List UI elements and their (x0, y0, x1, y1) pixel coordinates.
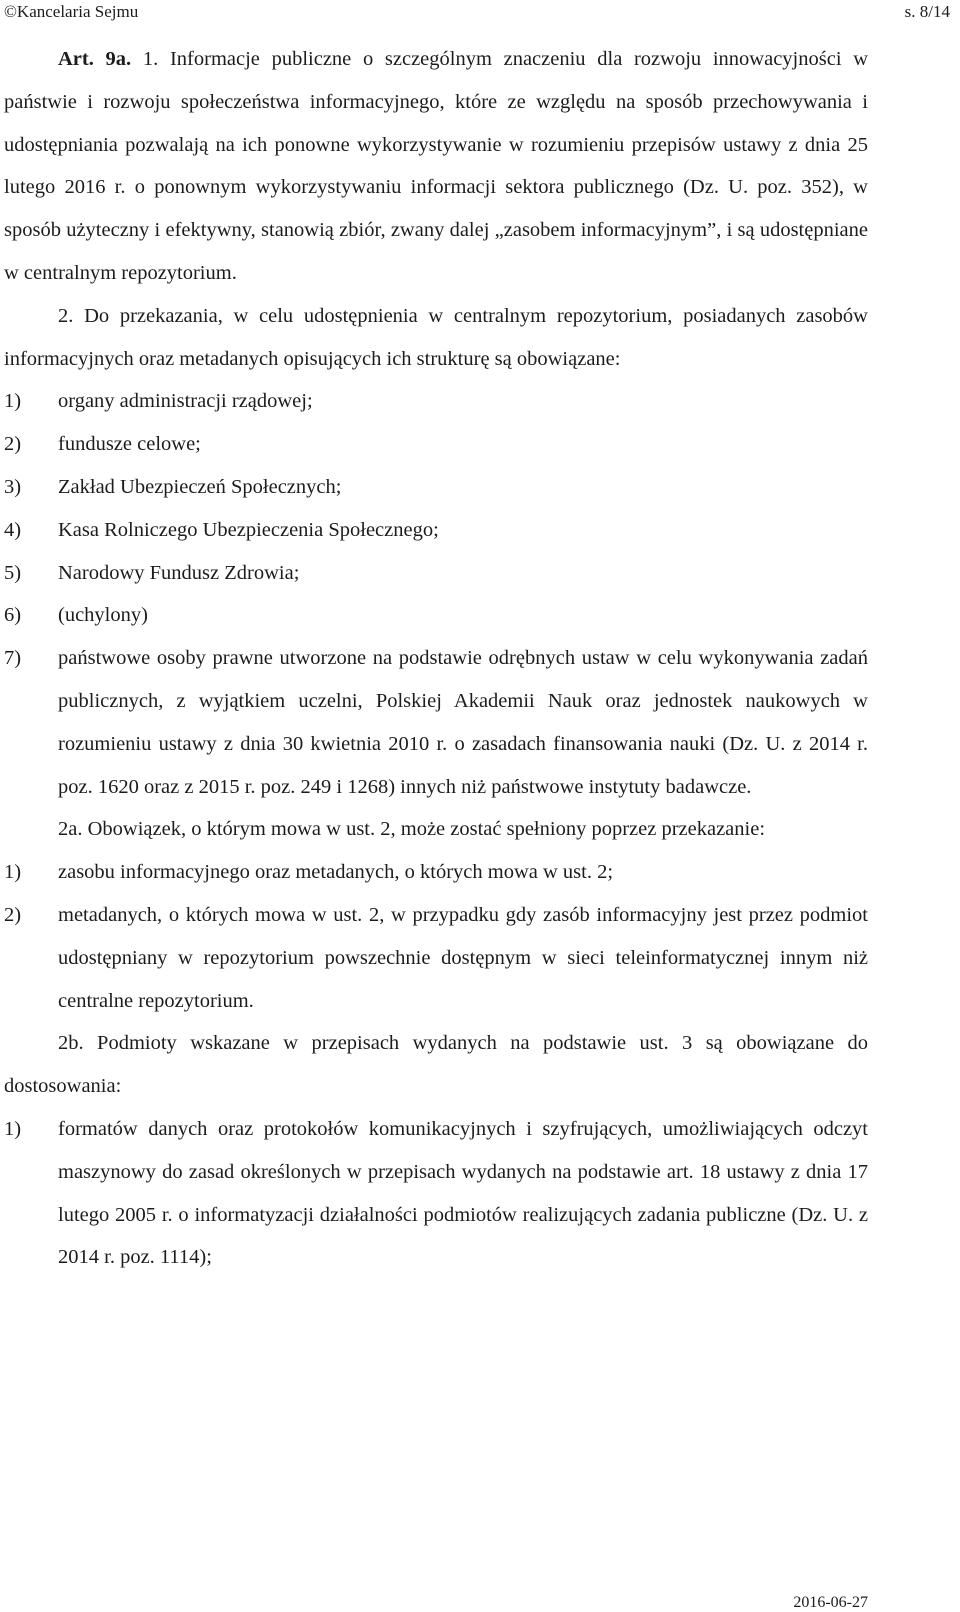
item-text: organy administracji rządowej; (58, 390, 313, 413)
item-text: państwowe osoby prawne utworzone na podstawie odrębnych ustaw w celu wykonywania zadań publicznych, z wyjątkiem uczelni, Polskiej Akademii Nauk oraz jednostek naukowych w rozumieniu ustawy z dnia 30 kwietnia 2010 r. o zasadach finansowania nauki (Dz. U. z 2014 r. poz. 1620 oraz z 2015 r. poz. 249 i 1268) innych niż państwowe instytuty badawcze. (58, 647, 868, 798)
item-number: 5) (4, 561, 22, 584)
list-item (0, 851, 960, 894)
item-number: 7) (4, 647, 22, 670)
page-number: s. 8/14 (904, 2, 950, 21)
page-header (4, 2, 950, 24)
list-item (0, 1108, 960, 1279)
item-number: 2) (4, 433, 22, 456)
item-number: 2) (4, 903, 22, 926)
item-text: Kasa Rolniczego Ubezpieczenia Społecznego; (58, 518, 439, 541)
ust-2b-list (0, 1108, 960, 1279)
ust-2a-list (0, 851, 960, 1022)
list-item (0, 509, 960, 552)
item-number: 1) (4, 1117, 22, 1140)
ust-2-list (0, 380, 960, 808)
list-item (0, 380, 960, 423)
item-text: zasobu informacyjnego oraz metadanych, o których mowa w ust. 2; (58, 861, 614, 884)
item-number: 4) (4, 518, 22, 541)
item-text: (uchylony) (58, 604, 148, 627)
source-label: ©Kancelaria Sejmu (4, 2, 139, 21)
list-item (0, 894, 960, 1022)
item-text: fundusze celowe; (58, 433, 201, 456)
footer-date: 2016-06-27 (793, 1594, 868, 1611)
article-9a-ust-1 (0, 38, 960, 295)
list-item (0, 594, 960, 637)
list-item (0, 466, 960, 509)
item-number: 3) (4, 475, 22, 498)
ust-1-text: 1. Informacje publiczne o szczególnym znaczeniu dla rozwoju innowacyjności w państwie i rozwoju społeczeństwa informacyjnego, które ze względu na sposób przechowywania i udostępniania pozwalają na ich ponowne wykorzystywanie w rozumieniu przepisów ustawy z dnia 25 lutego 2016 r. o ponownym wykorzystywaniu informacji sektora publicznego (Dz. U. poz. 352), w sposób użyteczny i efektywny, stanowią zbiór, zwany dalej „zasobem informacyjnym”, i są udostępniane w centralnym repozytorium. (4, 48, 869, 284)
item-number: 6) (4, 604, 22, 627)
item-text: metadanych, o których mowa w ust. 2, w przypadku gdy zasób informacyjny jest przez podmiot udostępniany w repozytorium powszechnie dostępnym w sieci teleinformatycznej innym niż centralne repozytorium. (58, 903, 868, 1012)
item-text: Zakład Ubezpieczeń Społecznych; (58, 475, 342, 498)
article-label: Art. 9a. (58, 48, 132, 70)
page-footer (793, 1594, 868, 1612)
item-text: Narodowy Fundusz Zdrowia; (58, 561, 300, 584)
list-item (0, 552, 960, 595)
item-number: 1) (4, 861, 22, 884)
item-number: 1) (4, 390, 22, 413)
list-item (0, 637, 960, 808)
item-text: formatów danych oraz protokołów komunikacyjnych i szyfrujących, umożliwiających odczyt maszynowy do zasad określonych w przepisach wydanych na podstawie art. 18 ustawy z dnia 17 lutego 2005 r. o informatyzacji działalności podmiotów realizujących zadania publiczne (Dz. U. z 2014 r. poz. 1114); (58, 1117, 868, 1269)
ust-2-text: 2. Do przekazania, w celu udostępnienia w centralnym repozytorium, posiadanych zasobów informacyjnych oraz metadanych opisujących ich strukturę są obowiązane: (4, 304, 868, 370)
document-body (0, 38, 960, 1279)
ust-2a-text: 2a. Obowiązek, o którym mowa w ust. 2, może zostać spełniony poprzez przekazanie: (58, 818, 766, 841)
list-item (0, 423, 960, 466)
ust-2b-text: 2b. Podmioty wskazane w przepisach wydanych na podstawie ust. 3 są obowiązane do dostosowania: (4, 1032, 868, 1098)
